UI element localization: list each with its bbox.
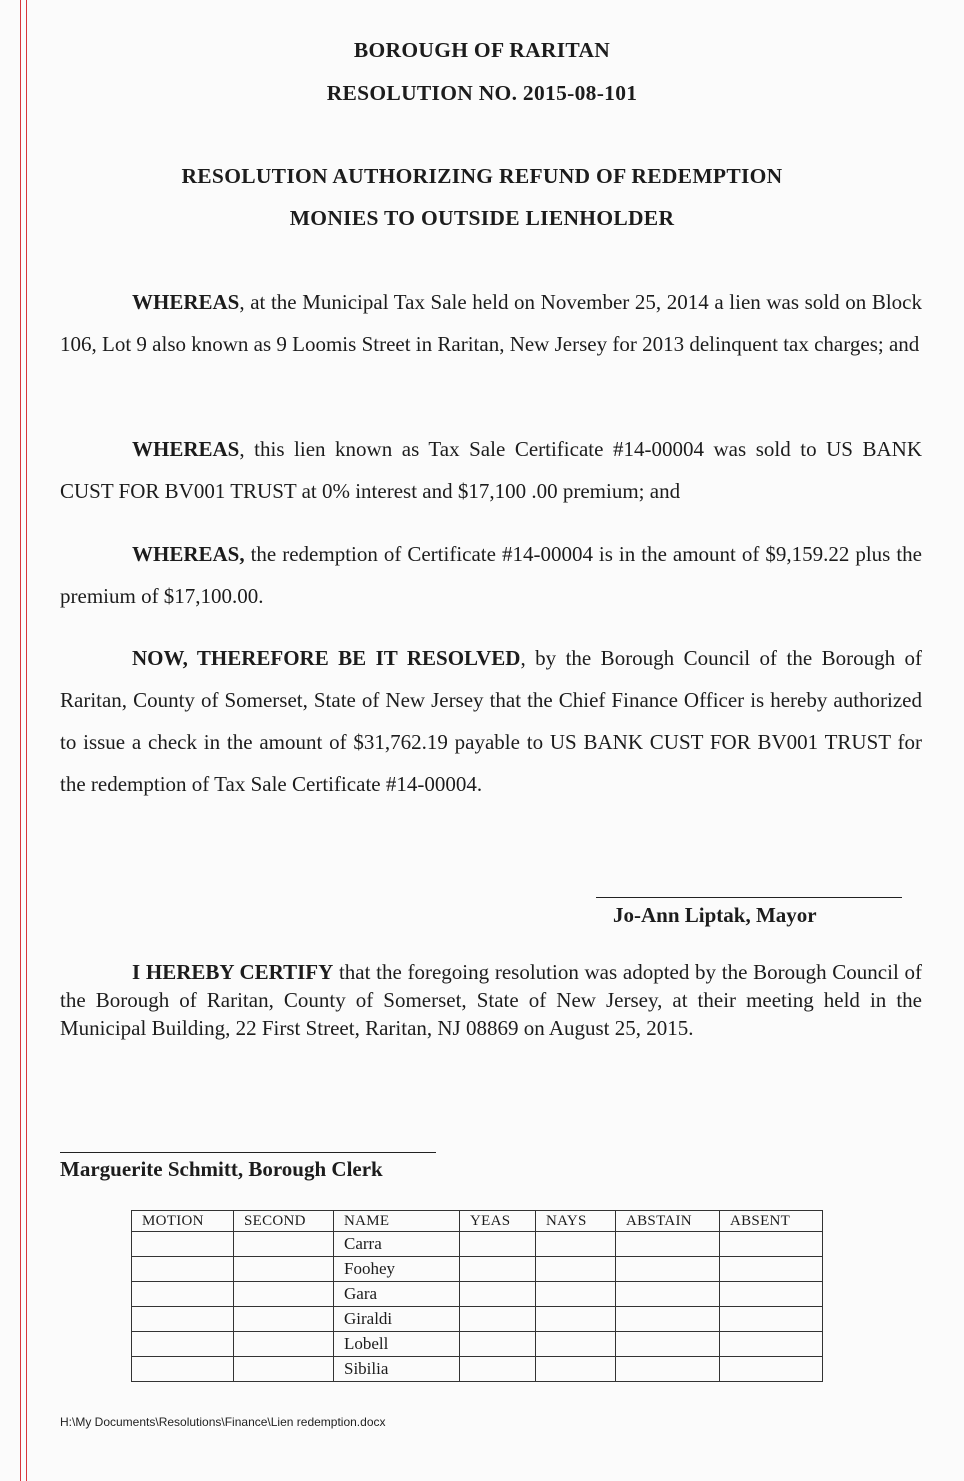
motion-cell: [132, 1282, 234, 1307]
yeas-cell: [460, 1232, 536, 1257]
abstain-cell: [616, 1257, 720, 1282]
paragraph-text: , this lien known as Tax Sale Certificate #14-00004 was sold to US BANK CUST FOR BV001 TRUST at 0% interest and $17,100 .00 premium; and: [60, 437, 922, 503]
absent-cell: [720, 1232, 823, 1257]
whereas-paragraph-1: [60, 281, 922, 365]
paragraph-lead: WHEREAS: [132, 290, 240, 314]
council-member-name: Gara: [334, 1282, 460, 1307]
second-cell: [234, 1332, 334, 1357]
certification-paragraph: [60, 958, 922, 1042]
header-abstain: ABSTAIN: [616, 1211, 720, 1232]
header-yeas: YEAS: [460, 1211, 536, 1232]
resolution-number: RESOLUTION NO. 2015-08-101: [326, 81, 638, 105]
yeas-cell: [460, 1332, 536, 1357]
motion-cell: [132, 1307, 234, 1332]
clerk-signature-line: [60, 1152, 436, 1153]
resolved-paragraph: [60, 637, 922, 805]
table-row: [132, 1357, 823, 1382]
resolution-title-line-1: RESOLUTION AUTHORIZING REFUND OF REDEMPTION: [181, 164, 783, 188]
vote-table: [131, 1210, 823, 1382]
abstain-cell: [616, 1332, 720, 1357]
yeas-cell: [460, 1257, 536, 1282]
nays-cell: [536, 1282, 616, 1307]
header-motion: MOTION: [132, 1211, 234, 1232]
second-cell: [234, 1357, 334, 1382]
absent-cell: [720, 1357, 823, 1382]
yeas-cell: [460, 1282, 536, 1307]
whereas-paragraph-2: [60, 428, 922, 512]
borough-heading: BOROUGH OF RARITAN: [353, 38, 611, 62]
nays-cell: [536, 1307, 616, 1332]
mayor-name: Jo-Ann Liptak, Mayor: [613, 903, 817, 927]
abstain-cell: [616, 1357, 720, 1382]
council-member-name: Giraldi: [334, 1307, 460, 1332]
paragraph-text: , at the Municipal Tax Sale held on November 25, 2014 a lien was sold on Block 106, Lot 9 also known as 9 Loomis Street in Raritan, New Jersey for 2013 delinquent tax charges; and: [60, 290, 922, 356]
motion-cell: [132, 1332, 234, 1357]
council-member-name: Lobell: [334, 1332, 460, 1357]
clerk-name: Marguerite Schmitt, Borough Clerk: [60, 1157, 383, 1181]
paragraph-text: the redemption of Certificate #14-00004 is in the amount of $9,159.22 plus the premium of $17,100.00.: [60, 542, 922, 608]
absent-cell: [720, 1332, 823, 1357]
second-cell: [234, 1282, 334, 1307]
certification-text: that the foregoing resolution was adopted by the Borough Council of the Borough of Raritan, County of Somerset, State of New Jersey, at their meeting held in the Municipal Building, 22 First Street, Raritan, NJ 08869 on August 25, 2015.: [60, 960, 922, 1040]
document-file-path: H:\My Documents\Resolutions\Finance\Lien redemption.docx: [60, 1415, 386, 1429]
second-cell: [234, 1257, 334, 1282]
table-row: [132, 1232, 823, 1257]
motion-cell: [132, 1232, 234, 1257]
council-member-name: Carra: [334, 1232, 460, 1257]
council-member-name: Sibilia: [334, 1357, 460, 1382]
second-cell: [234, 1232, 334, 1257]
second-cell: [234, 1307, 334, 1332]
vote-table-header: [132, 1211, 823, 1232]
paragraph-lead: WHEREAS: [132, 437, 240, 461]
table-row: [132, 1332, 823, 1357]
whereas-paragraph-3: [60, 533, 922, 617]
header-name: NAME: [334, 1211, 460, 1232]
header-nays: NAYS: [536, 1211, 616, 1232]
absent-cell: [720, 1307, 823, 1332]
yeas-cell: [460, 1357, 536, 1382]
nays-cell: [536, 1257, 616, 1282]
certification-lead: I HEREBY CERTIFY: [132, 960, 334, 984]
council-member-name: Foohey: [334, 1257, 460, 1282]
nays-cell: [536, 1357, 616, 1382]
absent-cell: [720, 1257, 823, 1282]
abstain-cell: [616, 1307, 720, 1332]
table-row: [132, 1257, 823, 1282]
paragraph-lead: NOW, THEREFORE BE IT RESOLVED: [132, 646, 521, 670]
mayor-signature-line: [596, 897, 902, 898]
yeas-cell: [460, 1307, 536, 1332]
header-absent: ABSENT: [720, 1211, 823, 1232]
abstain-cell: [616, 1232, 720, 1257]
nays-cell: [536, 1332, 616, 1357]
motion-cell: [132, 1257, 234, 1282]
header-second: SECOND: [234, 1211, 334, 1232]
table-row: [132, 1282, 823, 1307]
nays-cell: [536, 1232, 616, 1257]
paragraph-lead: WHEREAS,: [132, 542, 245, 566]
abstain-cell: [616, 1282, 720, 1307]
paragraph-text: , by the Borough Council of the Borough of Raritan, County of Somerset, State of New Jersey that the Chief Finance Officer is hereby authorized to issue a check in the amount of $31,762.19 payable to US BANK CUST FOR BV001 TRUST for the redemption of Tax Sale Certificate #14-00004.: [60, 646, 923, 796]
motion-cell: [132, 1357, 234, 1382]
resolution-title-line-2: MONIES TO OUTSIDE LIENHOLDER: [289, 206, 675, 230]
absent-cell: [720, 1282, 823, 1307]
table-row: [132, 1307, 823, 1332]
